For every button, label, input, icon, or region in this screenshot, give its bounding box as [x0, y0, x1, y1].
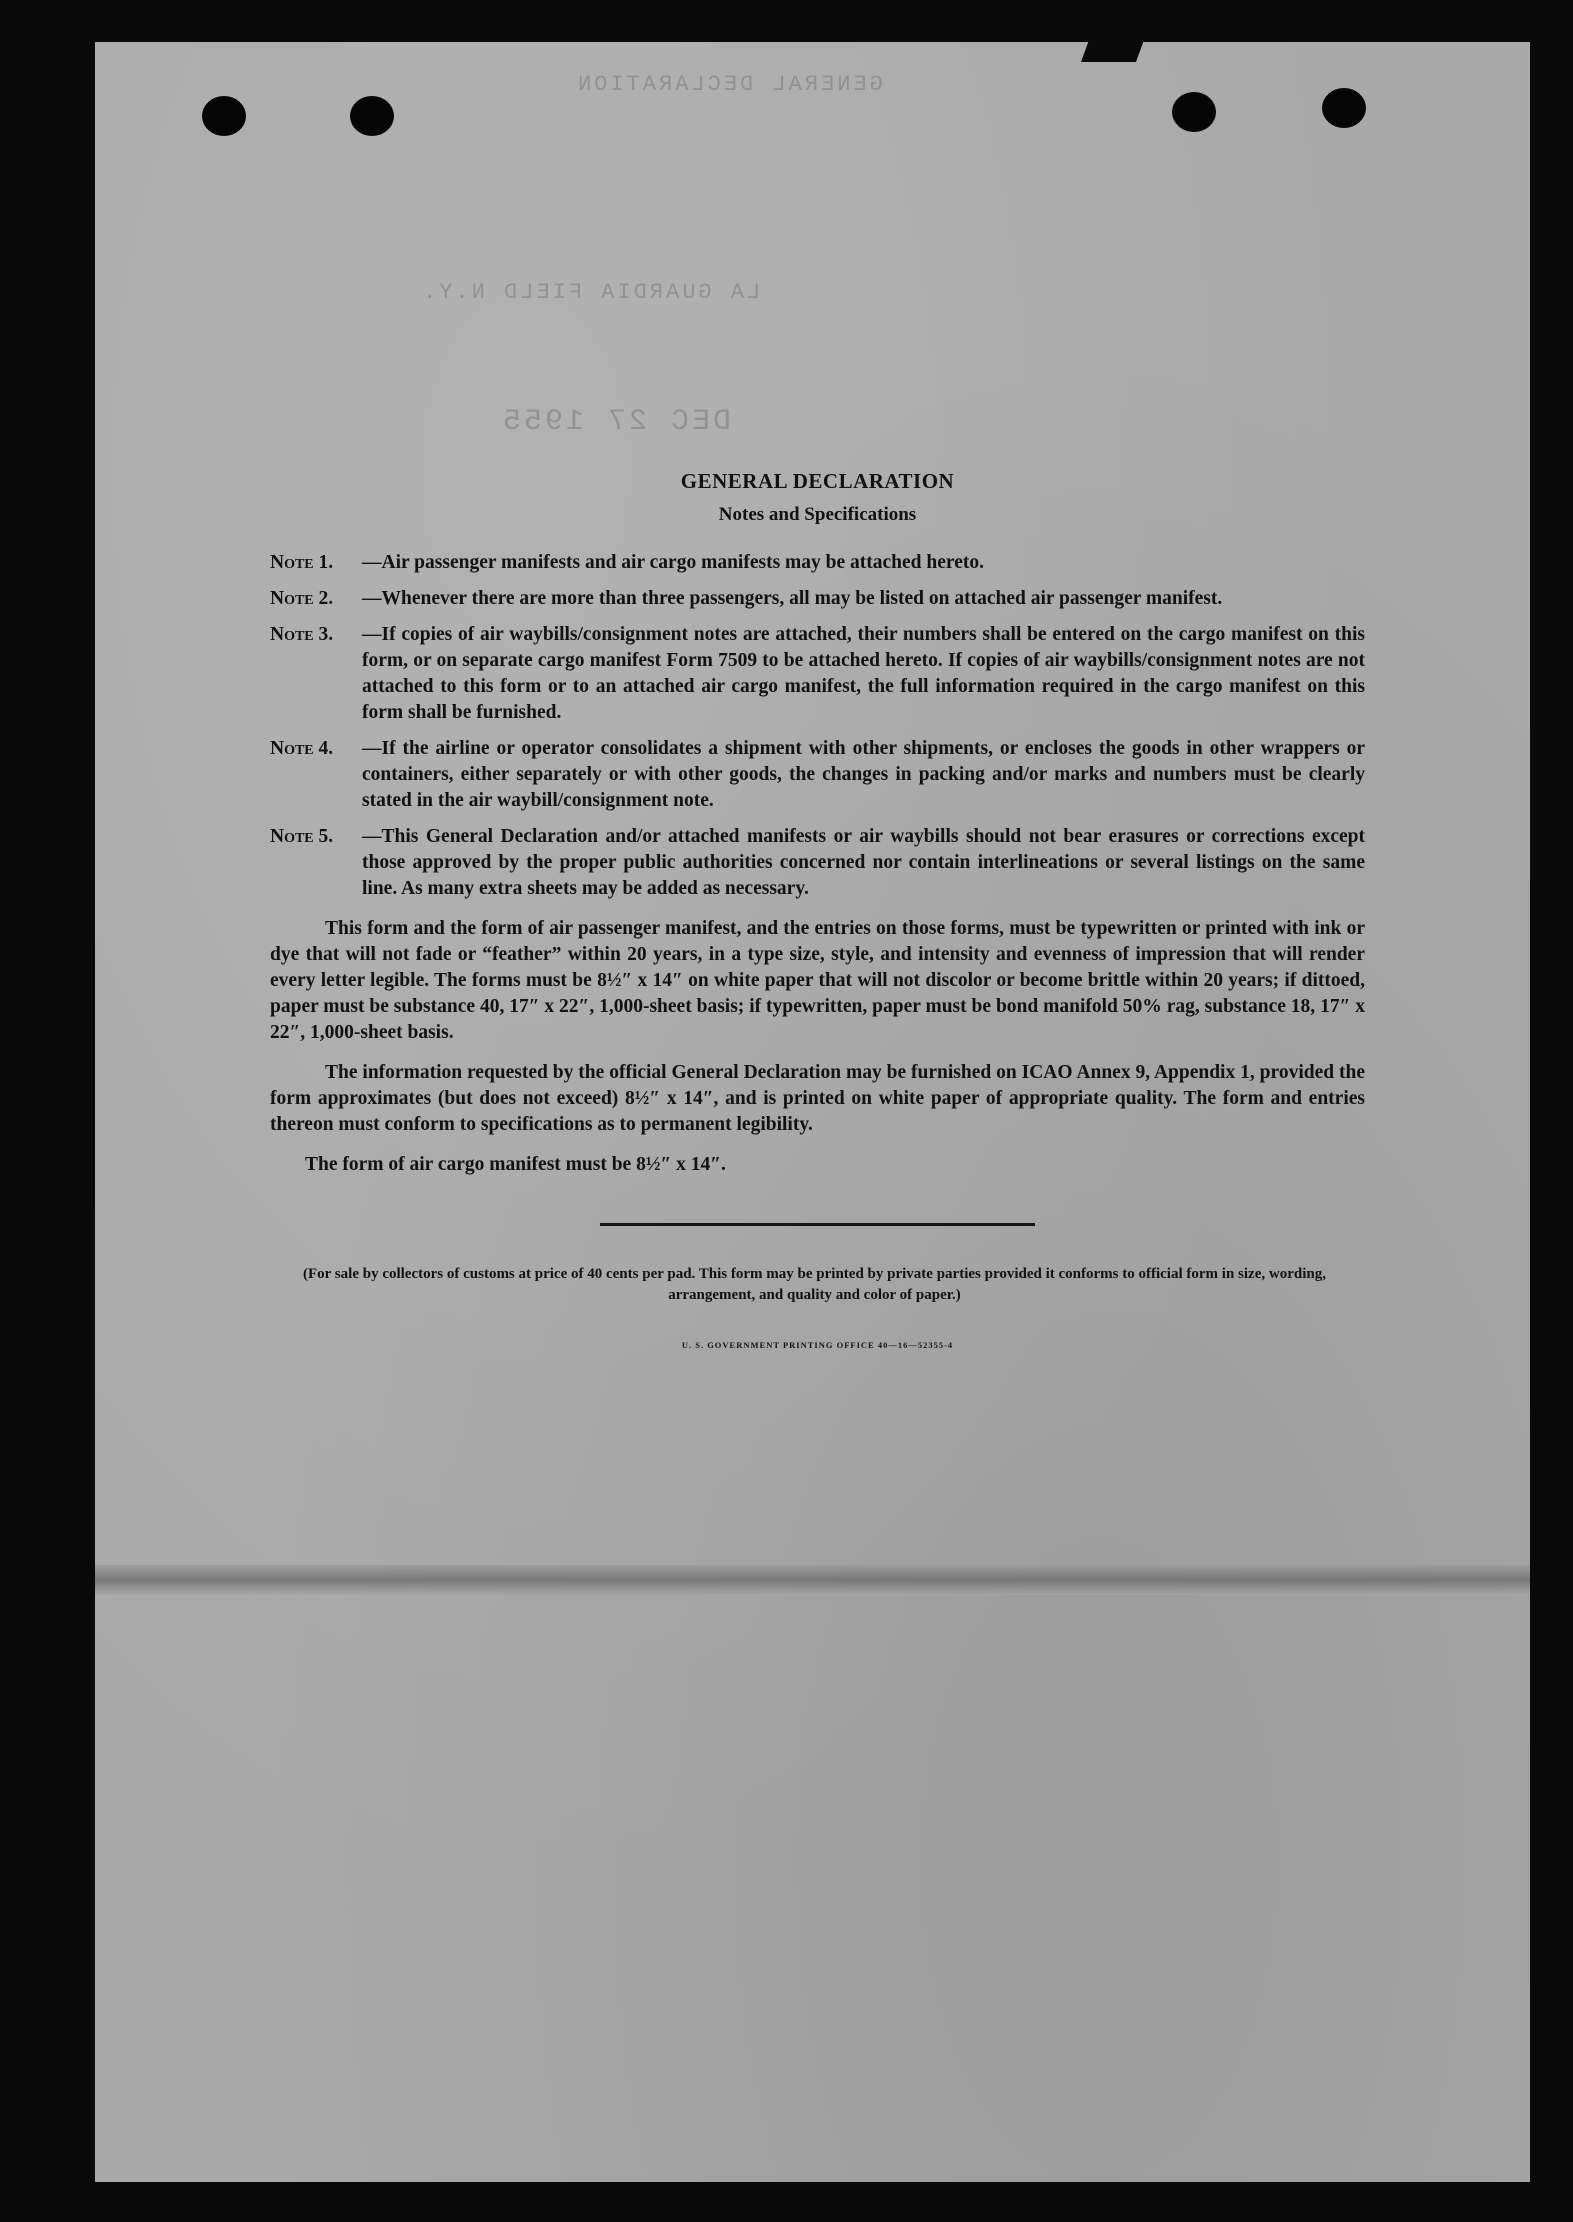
bleed-through-heading: GENERAL DECLARATION	[575, 72, 883, 97]
note-item	[270, 736, 1365, 814]
document-title: GENERAL DECLARATION	[680, 469, 955, 493]
punch-hole	[1322, 88, 1366, 128]
notes-content	[270, 468, 1365, 1358]
divider-rule	[600, 1223, 1035, 1226]
punch-hole	[202, 96, 246, 136]
note-text: —If the airline or operator consolidates a shipment with other shipments, or encloses the goods in other wrappers or containers, either separately or with other goods, the changes in packing and/or marks and numbers must be clearly stated in the air waybill/consignment note.	[362, 738, 1365, 811]
note-item	[270, 586, 1365, 612]
bleed-through-stamp: DEC 27 1955	[500, 405, 732, 439]
cargo-manifest-paragraph: The form of air cargo manifest must be 8½″ x 14″.	[305, 1154, 726, 1175]
paper-fold	[95, 1565, 1530, 1595]
note-label: Note 5.	[270, 826, 334, 847]
note-label: Note 3.	[270, 624, 334, 645]
note-text: —If copies of air waybills/consignment notes are attached, their numbers shall be entered on the cargo manifest on this form, or on separate cargo manifest Form 7509 to be attached hereto. If copies of air waybills/consignment notes are not attached to this form or to an attached air cargo manifest, the full information required in the cargo manifest on this form shall be furnished.	[362, 624, 1365, 723]
note-text: —Air passenger manifests and air cargo manifests may be attached hereto.	[362, 552, 984, 573]
note-label: Note 1.	[270, 552, 334, 573]
note-label: Note 2.	[270, 588, 334, 609]
document-subtitle: Notes and Specifications	[718, 504, 917, 525]
note-item	[270, 824, 1365, 902]
sale-notice: (For sale by collectors of customs at price of 40 cents per pad. This form may be printed by private parties provided it conforms to official form in size, wording, arrangement, and quality and color of paper.)	[303, 1266, 1326, 1303]
specification-paragraph: This form and the form of air passenger manifest, and the entries on those forms, must be typewritten or printed with ink or dye that will not fade or “feather” within 20 years, in a type size, style, and intensity and evenness of impression that will render every letter legible. The forms must be 8½″ x 14″ on white paper that will not discolor or become brittle within 20 years; if dittoed, paper must be substance 40, 17″ x 22″, 1,000-sheet basis; if typewritten, paper must be bond manifold 50% rag, substance 18, 17″ x 22″, 1,000-sheet basis.	[270, 918, 1365, 1043]
printing-office-imprint: U. S. GOVERNMENT PRINTING OFFICE 40—16—52355-4	[681, 1340, 954, 1350]
note-item	[270, 550, 1365, 576]
punch-hole	[1172, 92, 1216, 132]
note-text: —This General Declaration and/or attached manifests or air waybills should not bear erasures or corrections except those approved by the proper public authorities concerned nor contain interlineations or several listings on the same line. As many extra sheets may be added as necessary.	[362, 826, 1365, 899]
icao-paragraph: The information requested by the official General Declaration may be furnished on ICAO Annex 9, Appendix 1, provided the form approximates (but does not exceed) 8½″ x 14″, and is printed on white paper of appropriate quality. The form and entries thereon must conform to specifications as to permanent legibility.	[270, 1062, 1365, 1135]
note-label: Note 4.	[270, 738, 334, 759]
torn-corner	[1081, 40, 1144, 62]
bleed-through-location: LA GUARDIA FIELD N.Y.	[420, 280, 761, 305]
note-item	[270, 622, 1365, 726]
note-text: —Whenever there are more than three passengers, all may be listed on attached air passenger manifest.	[362, 588, 1223, 609]
punch-hole	[350, 96, 394, 136]
